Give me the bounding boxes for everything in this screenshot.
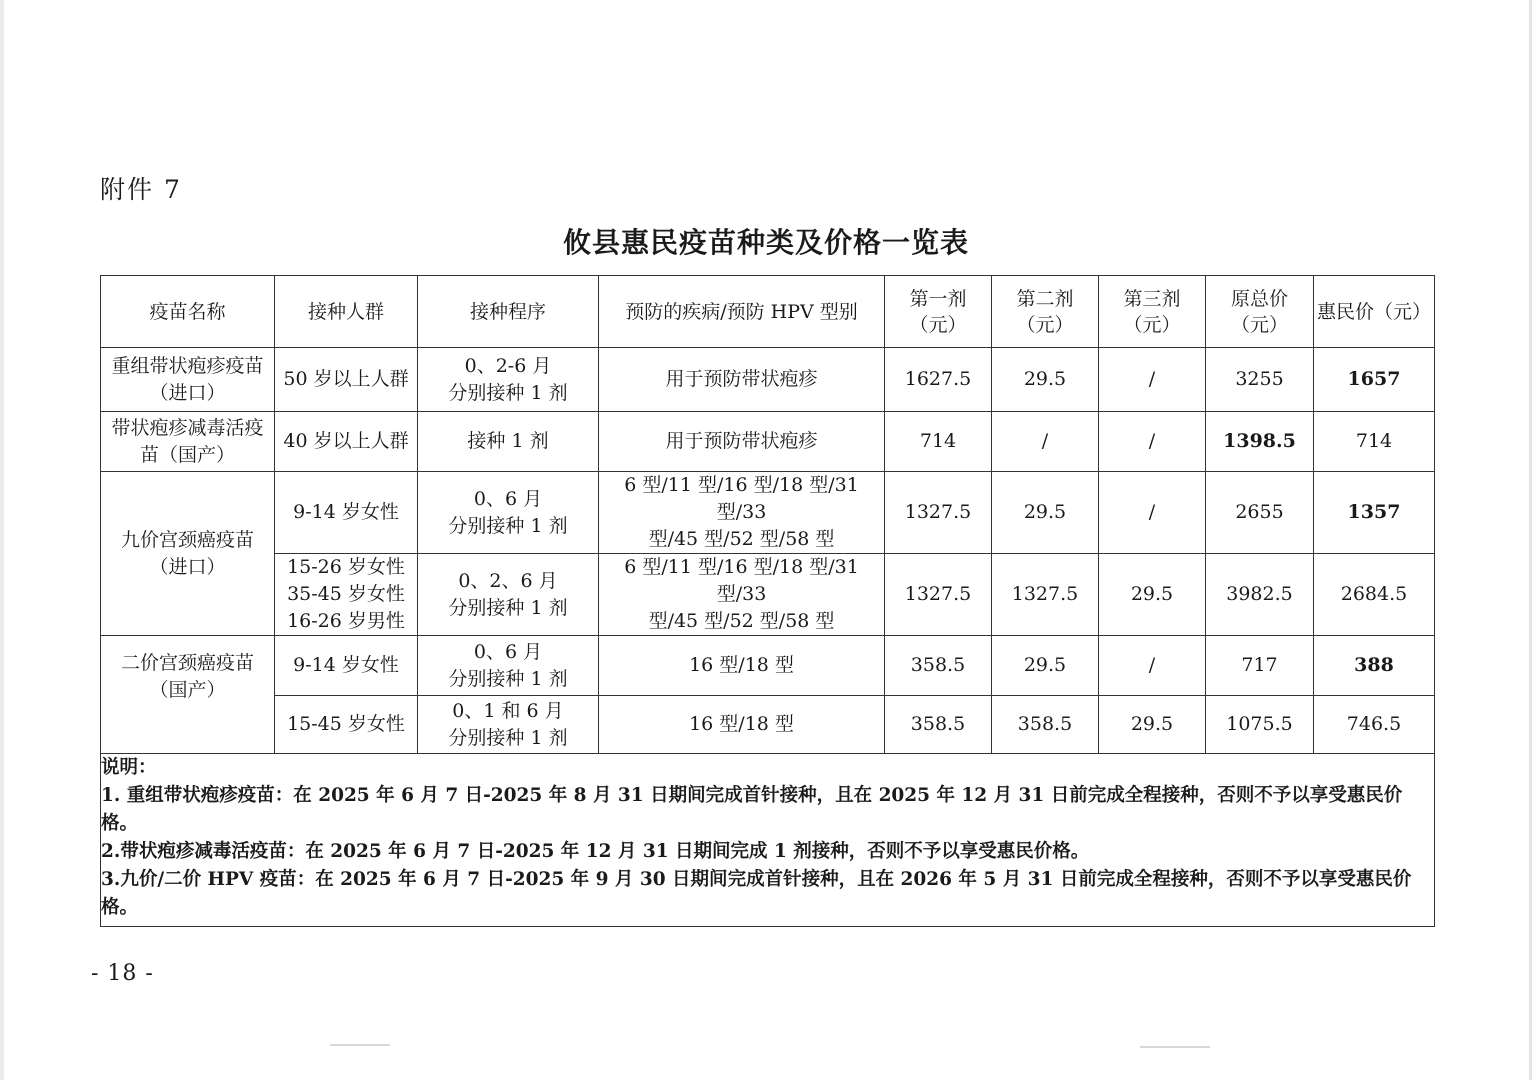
- scan-artifact: [1140, 1046, 1210, 1048]
- header-vaccine-name: 疫苗名称: [101, 276, 275, 348]
- cell-dose3: /: [1099, 636, 1206, 696]
- header-dose2: 第二剂 （元）: [992, 276, 1099, 348]
- cell-original-total: 717: [1206, 636, 1314, 696]
- header-population: 接种人群: [275, 276, 418, 348]
- cell-dose3: /: [1099, 472, 1206, 554]
- cell-original-total: 3982.5: [1206, 554, 1314, 636]
- cell-dose2: /: [992, 412, 1099, 472]
- header-dose3: 第三剂 （元）: [1099, 276, 1206, 348]
- cell-schedule: 0、1 和 6 月 分别接种 1 剂: [418, 696, 599, 754]
- cell-population: 40 岁以上人群: [275, 412, 418, 472]
- table-row: [101, 412, 1435, 472]
- cell-schedule: 接种 1 剂: [418, 412, 599, 472]
- cell-dose2: 29.5: [992, 636, 1099, 696]
- cell-dose2: 1327.5: [992, 554, 1099, 636]
- cell-dose2: 29.5: [992, 348, 1099, 412]
- cell-dose1: 1627.5: [885, 348, 992, 412]
- vaccine-price-table: [100, 275, 1435, 927]
- cell-disease: 16 型/18 型: [599, 636, 885, 696]
- cell-disease: 16 型/18 型: [599, 696, 885, 754]
- cell-dose1: 1327.5: [885, 472, 992, 554]
- notes-heading: 说明：: [101, 757, 157, 778]
- table-row: [101, 348, 1435, 412]
- header-original-total: 原总价 （元）: [1206, 276, 1314, 348]
- note-item: 1. 重组带状疱疹疫苗：在 2025 年 6 月 7 日-2025 年 8 月 31 日期间完成首针接种，且在 2025 年 12 月 31 日前完成全程接种，否则不予以享受惠民价格。: [101, 785, 1403, 834]
- notes-block: [101, 754, 1435, 927]
- cell-dose1: 1327.5: [885, 554, 992, 636]
- cell-dose1: 714: [885, 412, 992, 472]
- table-row: [101, 554, 1435, 636]
- header-benefit-price: 惠民价（元）: [1314, 276, 1435, 348]
- cell-disease: 用于预防带状疱疹: [599, 412, 885, 472]
- page-number: - 18 -: [91, 961, 154, 986]
- cell-disease: 6 型/11 型/16 型/18 型/31 型/33 型/45 型/52 型/58 型: [599, 472, 885, 554]
- note-item: 3.九价/二价 HPV 疫苗：在 2025 年 6 月 7 日-2025 年 9 月 30 日期间完成首针接种，且在 2026 年 5 月 31 日前完成全程接种，否则不予以享受惠民价格。: [101, 869, 1412, 918]
- cell-benefit-price: 746.5: [1314, 696, 1435, 754]
- scan-artifact: [330, 1044, 390, 1046]
- table-row: [101, 472, 1435, 554]
- cell-dose3: 29.5: [1099, 696, 1206, 754]
- cell-dose3: /: [1099, 348, 1206, 412]
- cell-vaccine-name: 重组带状疱疹疫苗 （进口）: [101, 348, 275, 412]
- cell-vaccine-name: 二价宫颈癌疫苗 （国产）: [101, 636, 275, 754]
- header-dose1: 第一剂 （元）: [885, 276, 992, 348]
- cell-vaccine-name: 九价宫颈癌疫苗 （进口）: [101, 472, 275, 636]
- cell-dose1: 358.5: [885, 696, 992, 754]
- cell-original-total: 1398.5: [1206, 412, 1314, 472]
- table-row: [101, 696, 1435, 754]
- note-item: 2.带状疱疹减毒活疫苗：在 2025 年 6 月 7 日-2025 年 12 月 31 日期间完成 1 剂接种，否则不予以享受惠民价格。: [101, 841, 1090, 862]
- cell-schedule: 0、6 月 分别接种 1 剂: [418, 472, 599, 554]
- cell-population: 50 岁以上人群: [275, 348, 418, 412]
- cell-disease: 6 型/11 型/16 型/18 型/31 型/33 型/45 型/52 型/58 型: [599, 554, 885, 636]
- table-row: [101, 636, 1435, 696]
- cell-population: 15-26 岁女性 35-45 岁女性 16-26 岁男性: [275, 554, 418, 636]
- price-table-container: [100, 275, 1434, 927]
- cell-original-total: 1075.5: [1206, 696, 1314, 754]
- header-schedule: 接种程序: [418, 276, 599, 348]
- cell-schedule: 0、6 月 分别接种 1 剂: [418, 636, 599, 696]
- cell-benefit-price: 2684.5: [1314, 554, 1435, 636]
- cell-dose2: 29.5: [992, 472, 1099, 554]
- page-edge-left: [0, 0, 4, 1080]
- cell-population: 9-14 岁女性: [275, 472, 418, 554]
- cell-benefit-price: 1357: [1314, 472, 1435, 554]
- document-title: 攸县惠民疫苗种类及价格一览表: [562, 226, 969, 259]
- cell-dose2: 358.5: [992, 696, 1099, 754]
- cell-population: 15-45 岁女性: [275, 696, 418, 754]
- cell-benefit-price: 388: [1314, 636, 1435, 696]
- cell-benefit-price: 714: [1314, 412, 1435, 472]
- cell-schedule: 0、2-6 月 分别接种 1 剂: [418, 348, 599, 412]
- notes-row: [101, 754, 1435, 927]
- cell-dose3: /: [1099, 412, 1206, 472]
- cell-benefit-price: 1657: [1314, 348, 1435, 412]
- cell-population: 9-14 岁女性: [275, 636, 418, 696]
- cell-dose3: 29.5: [1099, 554, 1206, 636]
- cell-original-total: 3255: [1206, 348, 1314, 412]
- header-disease: 预防的疾病/预防 HPV 型别: [599, 276, 885, 348]
- cell-schedule: 0、2、6 月 分别接种 1 剂: [418, 554, 599, 636]
- table-header-row: [101, 276, 1435, 348]
- cell-original-total: 2655: [1206, 472, 1314, 554]
- cell-vaccine-name: 带状疱疹减毒活疫 苗（国产）: [101, 412, 275, 472]
- cell-dose1: 358.5: [885, 636, 992, 696]
- cell-disease: 用于预防带状疱疹: [599, 348, 885, 412]
- attachment-label: 附件 7: [100, 175, 182, 204]
